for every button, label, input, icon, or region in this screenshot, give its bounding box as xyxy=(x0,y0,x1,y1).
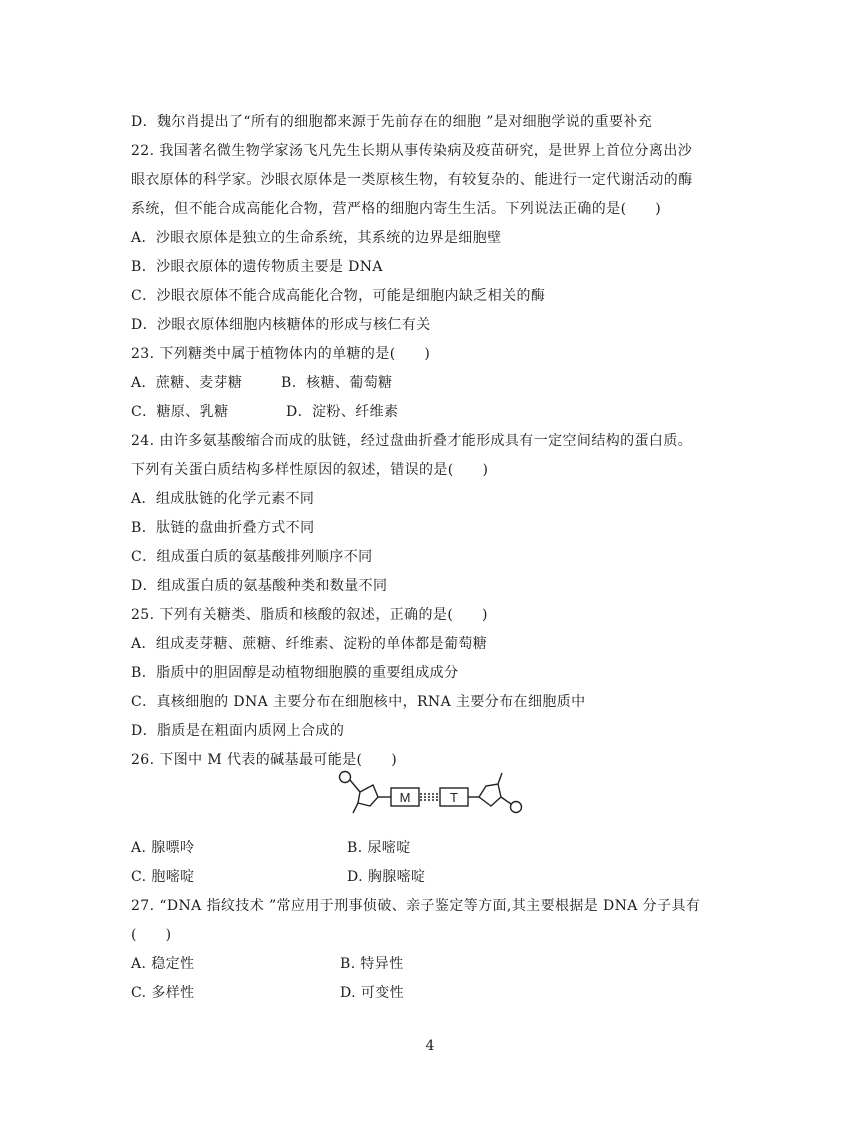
q22-option-c: C．沙眼衣原体不能合成高能化合物，可能是细胞内缺乏相关的酶 xyxy=(131,288,546,304)
q22-stem-line-1: 22. 我国著名微生物学家汤飞凡先生长期从事传染病及疫苗研究，是世界上首位分离出沙 xyxy=(131,143,693,159)
q26-option-a: A. 腺嘌呤 xyxy=(131,840,195,856)
q24-option-b: B．肽链的盘曲折叠方式不同 xyxy=(131,520,315,536)
left-pentose-ring xyxy=(358,785,378,806)
q22-option-d: D．沙眼衣原体细胞内核糖体的形成与核仁有关 xyxy=(131,317,431,333)
q22-stem-line-3: 系统，但不能合成高能化合物，营严格的细胞内寄生生活。下列说法正确的是( ) xyxy=(131,201,662,217)
q27-stem-line-1: 27. “DNA 指纹技术 ”常应用于刑事侦破、亲子鉴定等方面,其主要根据是 DNA 分子具有 xyxy=(131,898,701,914)
q24-stem-line-1: 24. 由许多氨基酸缩合而成的肽链，经过盘曲折叠才能形成具有一定空间结构的蛋白质。 xyxy=(131,433,693,449)
q24-option-a: A．组成肽链的化学元素不同 xyxy=(131,491,315,507)
nucleotide-pair-diagram xyxy=(336,768,526,820)
q25-option-a: A．组成麦芽糖、蔗糖、纤维素、淀粉的单体都是葡萄糖 xyxy=(131,636,488,652)
q22-option-a: A．沙眼衣原体是独立的生命系统，其系统的边界是细胞壁 xyxy=(131,230,502,246)
right-phosphate-circle xyxy=(511,802,522,813)
q24-option-c: C．组成蛋白质的氨基酸排列顺序不同 xyxy=(131,549,373,565)
base-t-label: T xyxy=(450,790,458,805)
left-phosphate-circle xyxy=(340,772,351,783)
q24-option-d: D．组成蛋白质的氨基酸种类和数量不同 xyxy=(131,578,388,594)
q27-stem-line-2: ( ) xyxy=(131,927,172,943)
q27-option-b: B. 特异性 xyxy=(340,956,404,972)
q27-option-a: A. 稳定性 xyxy=(131,956,195,972)
q25-option-d: D．脂质是在粗面内质网上合成的 xyxy=(131,723,345,739)
q24-stem-line-2: 下列有关蛋白质结构多样性原因的叙述，错误的是( ) xyxy=(131,462,489,478)
q25-stem: 25. 下列有关糖类、脂质和核酸的叙述，正确的是( ) xyxy=(131,607,488,623)
q23-option-c: C．糖原、乳糖 xyxy=(131,404,229,420)
right-pentose-ring xyxy=(479,784,501,806)
q26-option-c: C. 胞嘧啶 xyxy=(131,869,195,885)
q22-option-b: B．沙眼衣原体的遗传物质主要是 DNA xyxy=(131,259,383,275)
base-m-label: M xyxy=(399,790,411,805)
q23-option-b: B．核糖、葡萄糖 xyxy=(281,375,393,391)
q22-stem-line-2: 眼衣原体的科学家。沙眼衣原体是一类原核生物，有较复杂的、能进行一定代谢活动的酶 xyxy=(131,172,693,188)
q26-stem: 26. 下图中 M 代表的碱基最可能是( ) xyxy=(131,752,398,768)
q23-option-a: A．蔗糖、麦芽糖 xyxy=(131,375,243,391)
q21-option-d: D．魏尔肖提出了“所有的细胞都来源于先前存在的细胞 ”是对细胞学说的重要补充 xyxy=(131,114,653,130)
q23-stem: 23. 下列糖类中属于植物体内的单糖的是( ) xyxy=(131,346,431,362)
q27-option-d: D. 可变性 xyxy=(340,985,405,1001)
q23-option-d: D．淀粉、纤维素 xyxy=(286,404,399,420)
q26-option-d: D. 胸腺嘧啶 xyxy=(347,869,426,885)
q26-option-b: B. 尿嘧啶 xyxy=(347,840,411,856)
page-number: 4 xyxy=(425,1038,435,1054)
q27-option-c: C. 多样性 xyxy=(131,985,195,1001)
q25-option-b: B．脂质中的胆固醇是动植物细胞膜的重要组成成分 xyxy=(131,665,459,681)
q25-option-c: C．真核细胞的 DNA 主要分布在细胞核中，RNA 主要分布在细胞质中 xyxy=(131,694,586,710)
